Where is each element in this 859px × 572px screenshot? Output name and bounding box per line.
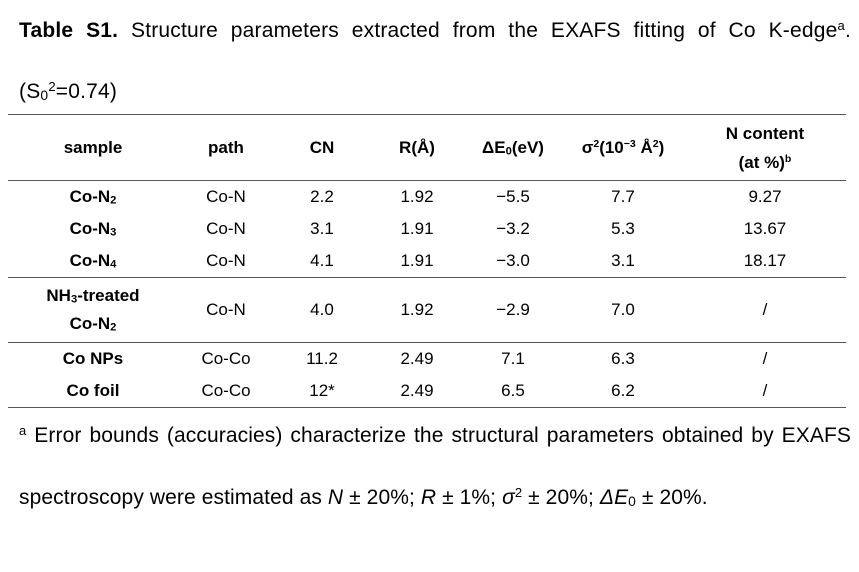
cell-sample — [8, 245, 178, 278]
cell-cn: 3.1 — [310, 219, 334, 238]
table-row — [8, 278, 846, 343]
sample-sub: 3 — [70, 293, 78, 306]
table-row — [8, 213, 846, 245]
header-de0-suffix: (eV) — [511, 138, 544, 157]
header-sigma-exp: −3 — [623, 138, 636, 151]
cell-r: 1.91 — [400, 251, 434, 270]
caption-s0-sub: 0 — [40, 87, 49, 104]
cell-cn: 4.1 — [310, 251, 334, 270]
cell-sample — [8, 213, 178, 245]
cell-r: 1.92 — [400, 187, 434, 206]
footnote-sigma-sup: 2 — [514, 484, 523, 500]
header-cn: CN — [274, 115, 370, 181]
cell-de0: 6.5 — [464, 375, 562, 408]
sample-name: Co-N — [69, 187, 111, 206]
footnote-de-sub: 0 — [628, 493, 636, 510]
sample-sub: 4 — [110, 258, 117, 271]
header-sigma-close: ) — [658, 138, 665, 157]
header-sample: sample — [8, 115, 178, 181]
table-caption — [19, 0, 851, 122]
footnote-r-symbol: R — [420, 486, 437, 509]
cell-sigma2: 6.2 — [562, 375, 684, 408]
cell-n-content: 9.27 — [748, 187, 782, 206]
cell-r: 2.49 — [370, 343, 464, 376]
cell-n-content: 18.17 — [743, 251, 787, 270]
cell-de0: −3.0 — [496, 251, 530, 270]
header-delta-e0 — [464, 115, 562, 181]
cell-cn: 12* — [274, 375, 370, 408]
cell-de0: −2.9 — [464, 278, 562, 343]
footnote-r-value: ± 1%; — [436, 486, 503, 509]
footnote-text: Error bounds (accuracies) characterize the structural parameters obtained by EXAFS spectroscopy were estimated as — [19, 424, 851, 509]
cell-sigma2: 7.7 — [611, 187, 635, 206]
sample-name: Co-N — [69, 219, 111, 238]
table-row — [8, 181, 846, 214]
cell-sample: Co foil — [8, 375, 178, 408]
cell-r: 1.92 — [370, 278, 464, 343]
header-sigma-mid: (10 — [599, 138, 624, 157]
sample-sub: 2 — [110, 194, 117, 207]
header-n-content — [684, 115, 846, 181]
footnote-n-value: ± 20%; — [343, 486, 421, 509]
exafs-table — [8, 114, 846, 408]
footnote-mark: a — [19, 422, 27, 438]
cell-r: 1.91 — [400, 219, 434, 238]
header-sigma-prefix: σ — [581, 138, 594, 157]
table-row — [8, 343, 846, 376]
footnote-de-symbol: ΔE — [599, 486, 629, 509]
footnote-sigma-symbol: σ — [502, 486, 515, 509]
cell-n-content: 13.67 — [743, 219, 787, 238]
cell-sample — [8, 181, 178, 214]
cell-sigma2: 6.3 — [562, 343, 684, 376]
header-ncontent-sup: b — [784, 152, 792, 165]
cell-path: Co-N — [178, 278, 274, 343]
cell-cn: 11.2 — [274, 343, 370, 376]
caption-text: Structure parameters extracted from the EXAFS fitting of Co K-edge — [118, 19, 838, 42]
table-footnote — [19, 405, 851, 529]
caption-s0-value: =0.74) — [55, 80, 118, 103]
header-path: path — [178, 115, 274, 181]
header-sigma-sup: 2 — [593, 138, 600, 151]
cell-sample: Co NPs — [8, 343, 178, 376]
header-sigma-unit: Å — [635, 138, 653, 157]
cell-path: Co-N — [206, 219, 246, 238]
sample-sub: 3 — [110, 226, 117, 239]
caption-after-mark: . (S — [19, 19, 851, 103]
sample-sub-line2: 2 — [110, 321, 117, 334]
header-de0-prefix: ΔE — [482, 138, 506, 157]
cell-path: Co-N — [206, 251, 246, 270]
sample-name: Co-N — [69, 251, 111, 270]
header-sigma2 — [562, 115, 684, 181]
cell-r: 2.49 — [370, 375, 464, 408]
header-sigma-unit-sup: 2 — [652, 138, 659, 151]
cell-de0: −3.2 — [496, 219, 530, 238]
footnote-de-value: ± 20%. — [635, 486, 708, 509]
cell-path: Co-N — [206, 187, 246, 206]
header-de0-sub: 0 — [505, 145, 512, 158]
header-ncontent-line1: N content — [725, 123, 805, 143]
sample-name-suffix: -treated — [77, 286, 140, 305]
header-r: R(Å) — [370, 115, 464, 181]
caption-label: Table S1. — [19, 19, 119, 42]
table-header-row — [8, 115, 846, 181]
cell-de0: −5.5 — [496, 187, 530, 206]
caption-s0-sup: 2 — [48, 78, 56, 94]
cell-cn: 2.2 — [310, 187, 334, 206]
cell-cn: 4.0 — [274, 278, 370, 343]
cell-sigma2: 3.1 — [611, 251, 635, 270]
cell-n-content: / — [684, 375, 846, 408]
footnote-n-symbol: N — [327, 486, 344, 509]
sample-name: NH — [46, 286, 71, 305]
cell-n-content: / — [684, 343, 846, 376]
cell-sigma2: 7.0 — [562, 278, 684, 343]
header-ncontent-line2: (at %) — [738, 152, 785, 172]
cell-sample — [8, 278, 178, 343]
caption-footnote-mark: a — [837, 17, 845, 33]
sample-name-line2: Co-N — [69, 314, 111, 333]
cell-de0: 7.1 — [464, 343, 562, 376]
footnote-sigma-value: ± 20%; — [522, 486, 600, 509]
cell-n-content: / — [684, 278, 846, 343]
cell-sigma2: 5.3 — [611, 219, 635, 238]
table-row — [8, 375, 846, 408]
table-row — [8, 245, 846, 278]
cell-path: Co-Co — [178, 375, 274, 408]
cell-path: Co-Co — [178, 343, 274, 376]
